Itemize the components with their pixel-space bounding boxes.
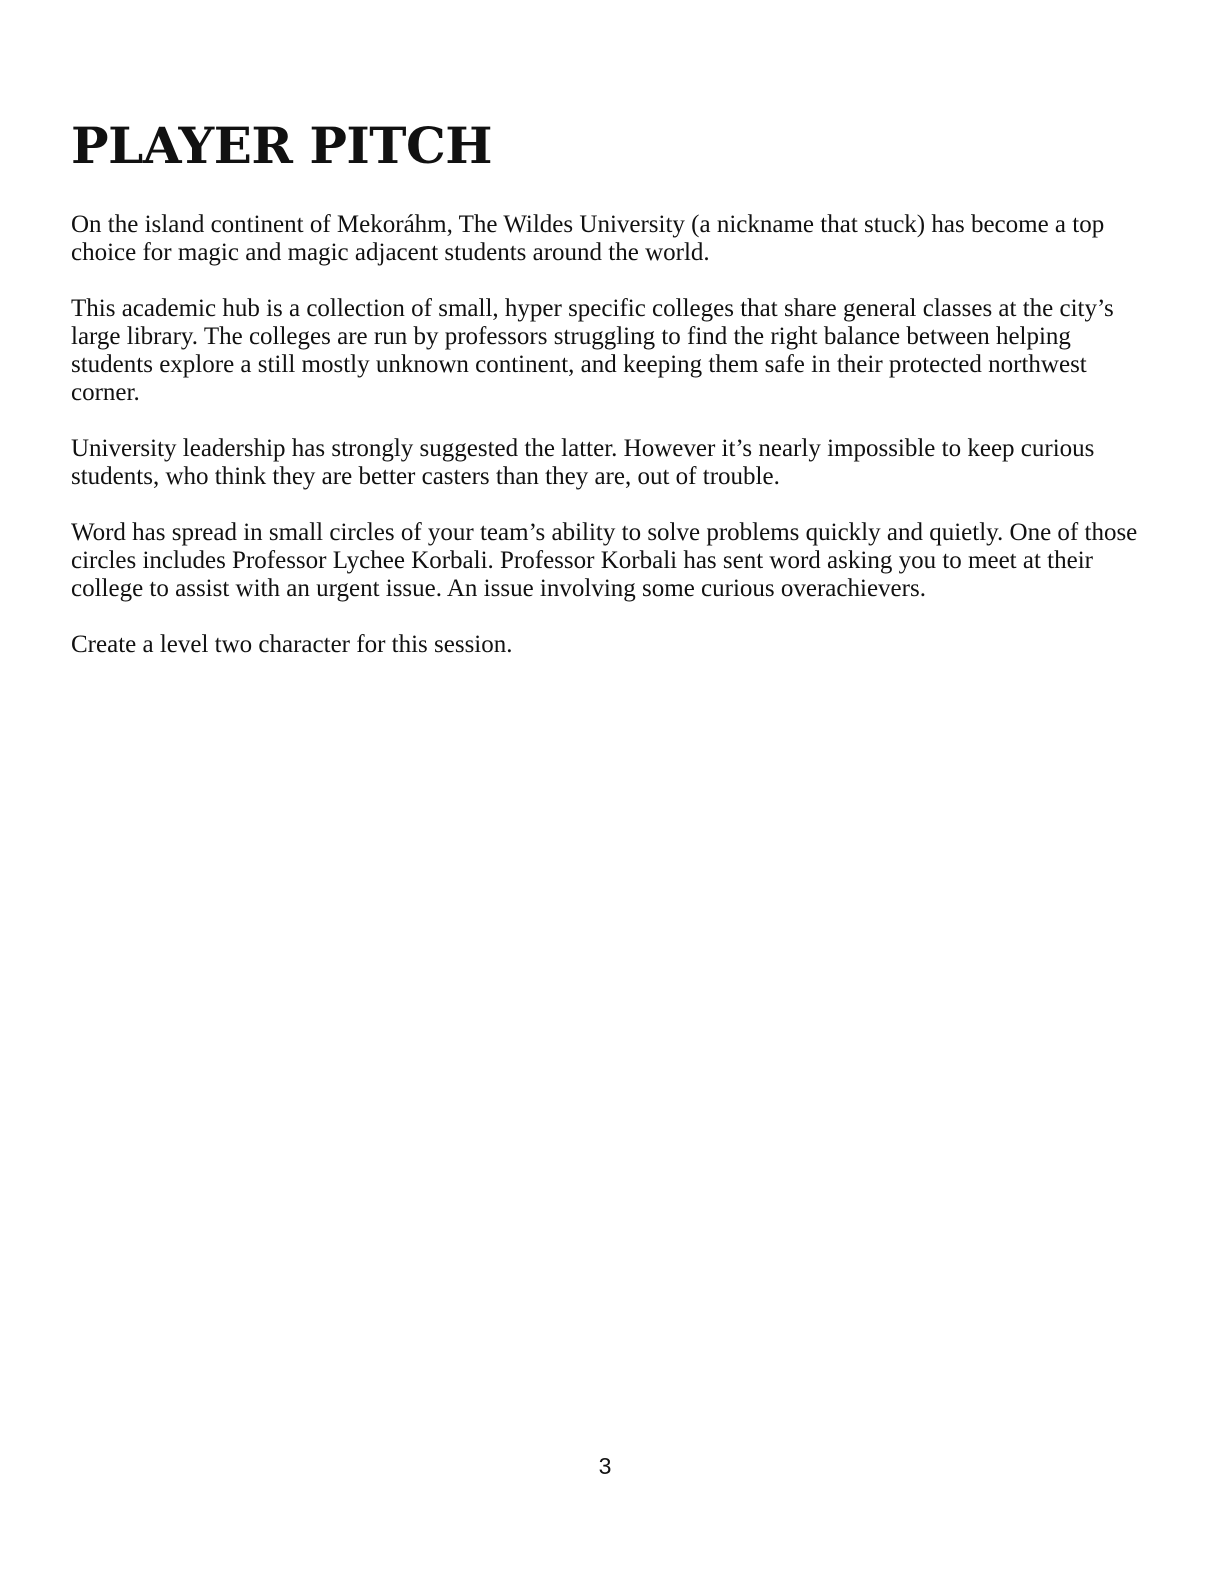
paragraph-hook: Word has spread in small circles of your team’s ability to solve problems quickly and quietly. One of those circles includes Professor Lychee Korbali. Professor Korbali has sent word asking you to meet at their college to assist with an urgent issue. An issue involving some curious overachievers.: [71, 519, 1138, 602]
page-number: 3: [598, 1453, 612, 1479]
paragraph-character-note: Create a level two character for this session.: [71, 631, 513, 658]
paragraph-leadership: University leadership has strongly suggested the latter. However it’s nearly impossible to keep curious students, who think they are better casters than they are, out of trouble.: [71, 435, 1095, 490]
page-title: PLAYER PITCH: [71, 116, 493, 175]
paragraph-academic-hub: This academic hub is a collection of small, hyper specific colleges that share general classes at the city’s large library. The colleges are run by professors struggling to find the right balance between helping students explore a still mostly unknown continent, and keeping them safe in their protected northwest corner.: [71, 295, 1114, 406]
pitch-body: [71, 211, 1156, 687]
paragraph-intro: On the island continent of Mekoráhm, The Wildes University (a nickname that stuck) has become a top choice for magic and magic adjacent students around the world.: [71, 211, 1105, 266]
